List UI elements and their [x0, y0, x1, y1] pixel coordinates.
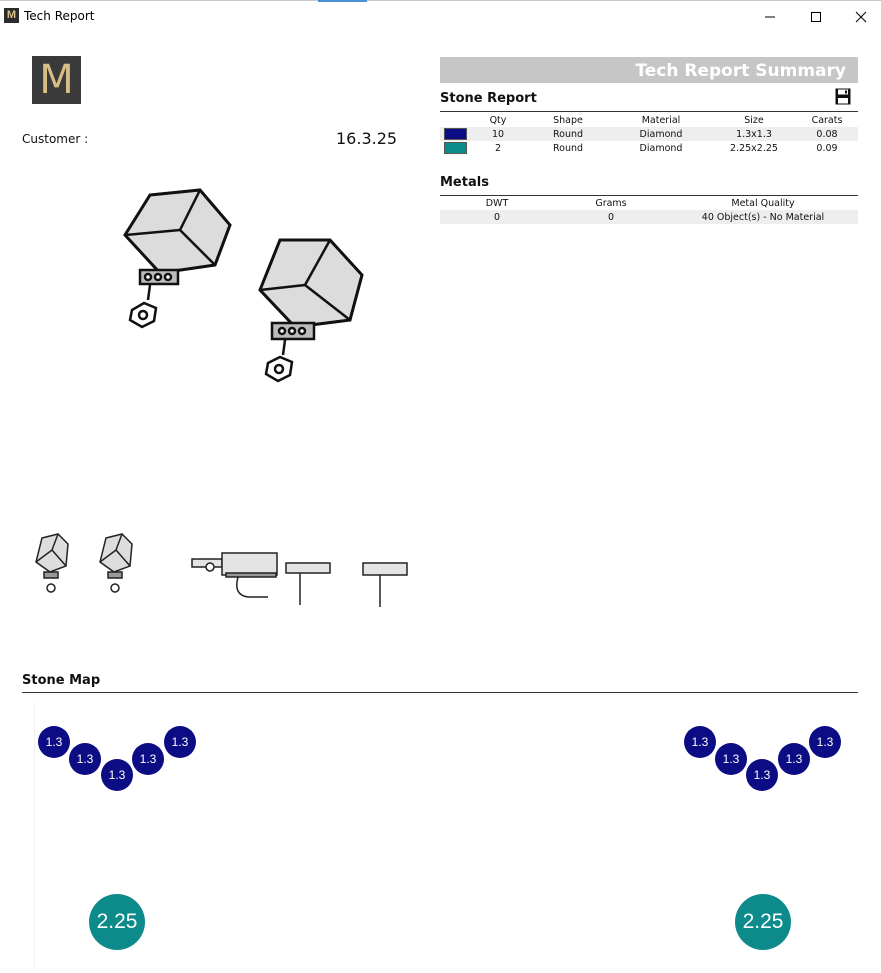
stone-marker-small[interactable]: 1.3	[164, 726, 196, 758]
stone-marker-large[interactable]: 2.25	[735, 894, 791, 950]
stone-color-swatch	[444, 128, 467, 140]
stone-marker-small[interactable]: 1.3	[715, 743, 747, 775]
column-header: Material	[641, 114, 681, 126]
metals-title: Metals	[440, 175, 489, 190]
logo-letter: M	[39, 57, 74, 103]
column-header: Shape	[553, 114, 583, 126]
column-header: Carats	[811, 114, 843, 126]
stone-marker-large[interactable]: 2.25	[89, 894, 145, 950]
stone-color-swatch	[444, 142, 467, 154]
save-icon[interactable]	[835, 88, 851, 105]
app-icon: M	[4, 8, 19, 23]
stone-report-rule	[440, 111, 858, 112]
column-header: Qty	[489, 114, 507, 126]
minimize-button[interactable]	[747, 1, 793, 32]
stone-map-title: Stone Map	[22, 673, 101, 688]
column-header: Grams	[595, 197, 627, 209]
customer-label: Customer :	[22, 132, 89, 146]
stone-marker-small[interactable]: 1.3	[132, 743, 164, 775]
maximize-icon	[810, 11, 822, 23]
report-date: 16.3.25	[336, 129, 398, 148]
earrings-render	[100, 185, 380, 395]
left-earring	[125, 190, 230, 327]
metals-table	[440, 196, 858, 224]
stone-map-rule	[22, 692, 858, 693]
title-accent	[318, 0, 367, 2]
stone-map-border	[34, 702, 35, 970]
title-bar	[0, 0, 881, 32]
window-title: Tech Report	[24, 9, 95, 23]
right-earring	[260, 240, 362, 381]
stone-marker-small[interactable]: 1.3	[746, 759, 778, 791]
stone-marker-small[interactable]: 1.3	[101, 759, 133, 791]
close-icon	[855, 11, 867, 23]
side-view-thumbnails	[188, 545, 410, 610]
summary-title: Tech Report Summary	[635, 61, 846, 81]
stone-marker-small[interactable]: 1.3	[38, 726, 70, 758]
table-row: 0 0 40 Object(s) - No Material	[440, 210, 858, 224]
stone-marker-small[interactable]: 1.3	[69, 743, 101, 775]
table-row: 2 Round Diamond 2.25x2.25 0.09	[440, 141, 858, 155]
metals-header-row	[440, 196, 858, 210]
maximize-button[interactable]	[793, 1, 839, 32]
close-button[interactable]	[838, 1, 881, 32]
stone-report-title: Stone Report	[440, 91, 537, 106]
stone-report-table	[440, 113, 858, 155]
summary-header	[440, 57, 858, 83]
stone-marker-small[interactable]: 1.3	[778, 743, 810, 775]
column-header: Size	[744, 114, 764, 126]
table-row: 10 Round Diamond 1.3x1.3 0.08	[440, 127, 858, 141]
stone-marker-small[interactable]: 1.3	[809, 726, 841, 758]
column-header: DWT	[485, 197, 509, 209]
company-logo	[32, 56, 81, 104]
stone-marker-small[interactable]: 1.3	[684, 726, 716, 758]
column-header: Metal Quality	[731, 197, 795, 209]
front-view-thumbnails	[30, 530, 140, 602]
minimize-icon	[764, 11, 776, 23]
stone-report-header-row	[440, 113, 858, 127]
